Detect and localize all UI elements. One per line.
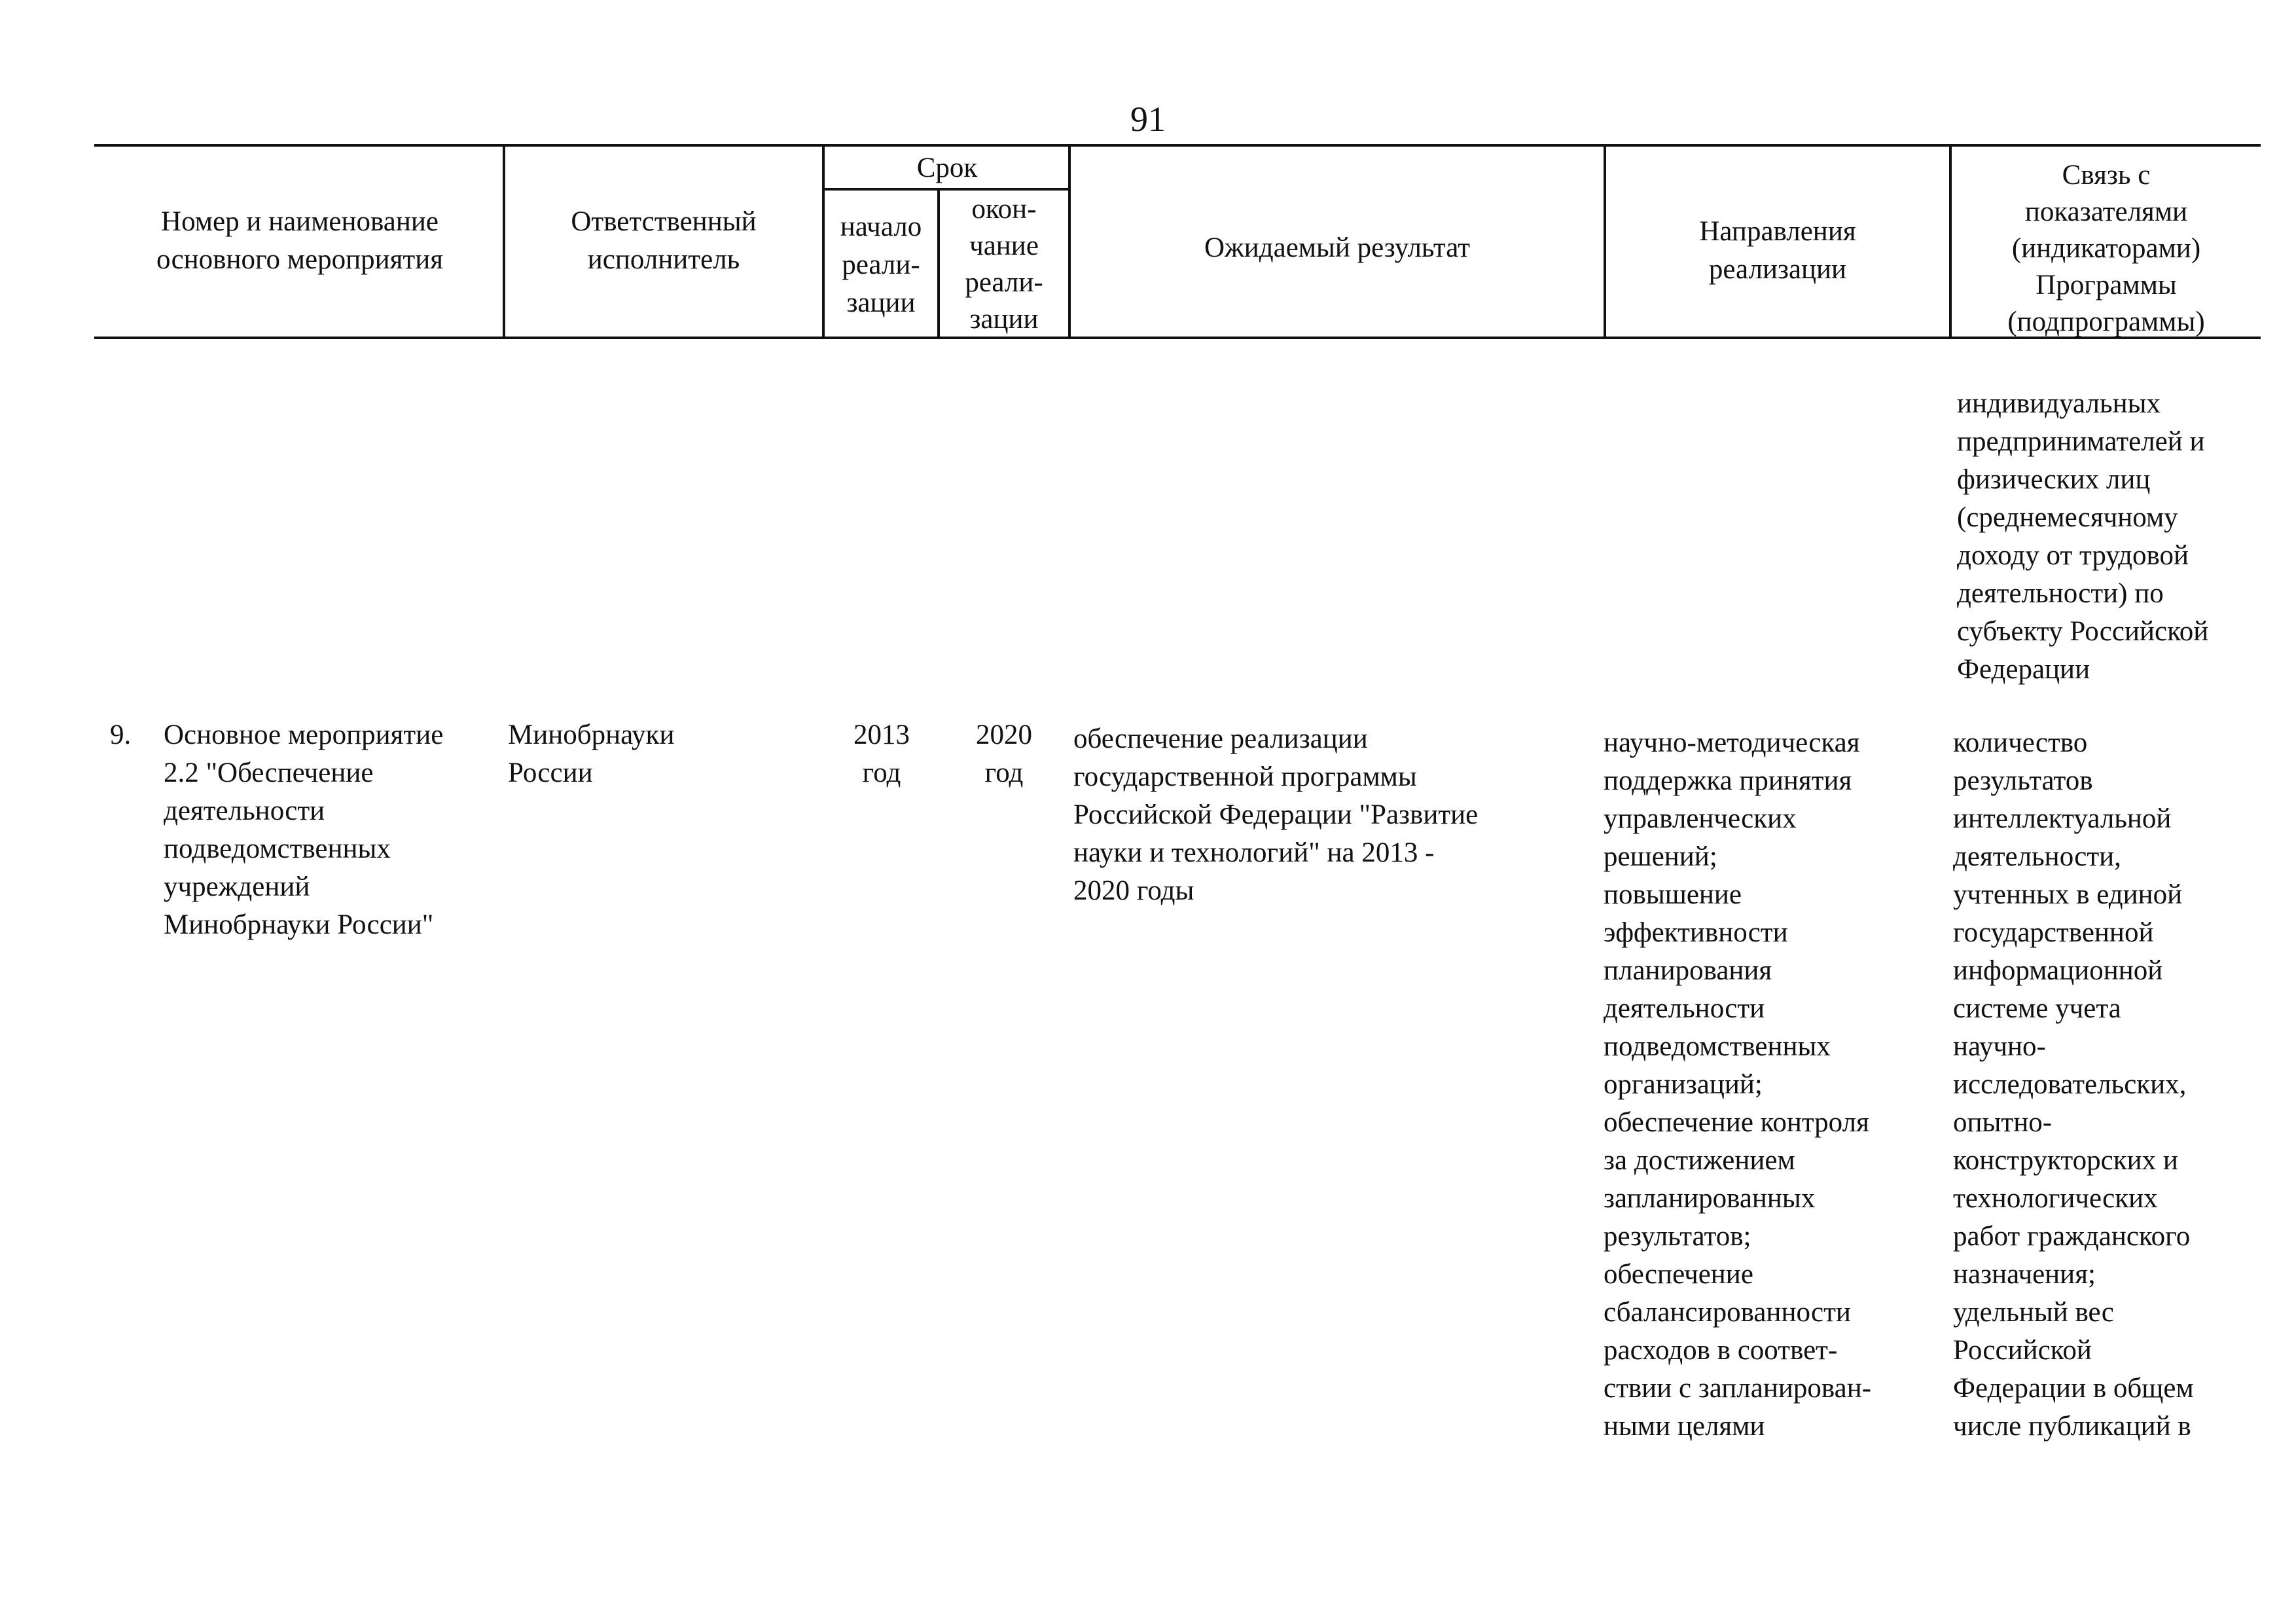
row-link: количество результатов интеллектуальной деятельности, учтенных в единой государственной информационной системе учета научно- исследовательских, опытно- конструкторских и технологических работ гражданского назначения; удельный вес Российской Федерации в общем числе публикаций в [1953,727,2194,1442]
term-underline-rule [823,188,1069,191]
header-term-cell: Срок [916,153,978,183]
row-number: 9. [110,720,132,750]
row-name: Основное мероприятие 2.2 "Обеспечение деятельности подведомственных учреждений Минобрнауки России" [164,720,444,940]
header-end-cell: окон- чание реали- зации [965,194,1043,335]
row-result: обеспечение реализации государственной программы Российской Федерации "Развитие науки и технологий" на 2013 - 2020 годы [1073,723,1479,906]
header-bottom-rule [94,337,2261,339]
page-number: 91 [1130,100,1166,139]
row-start: 2013 год [853,720,910,788]
header-executor-cell: Ответственный исполнитель [571,206,757,275]
header-directions-cell: Направления реализации [1699,216,1856,285]
row-end: 2020 год [976,720,1032,788]
continuation-link-text: индивидуальных предпринимателей и физических лиц (среднемесячному доходу от трудовой деятельности) по субъекту Российской Федерации [1957,388,2209,685]
header-start-cell: начало реали- зации [840,211,922,318]
row-directions: научно-методическая поддержка принятия управленческих решений; повышение эффективности планирования деятельности подведомственных организаций; обеспечение контроля за достижением запланированных результатов; обеспечение сбалансированности расходов в соответ- ствии с запланирован- ными целями [1604,727,1872,1442]
header-top-rule [94,144,2261,147]
row-executor: Минобрнауки России [508,720,675,788]
header-result-cell: Ожидаемый результат [1204,232,1470,263]
header-name-cell: Номер и наименование основного мероприятия [156,206,443,275]
header-link-cell: Связь с показателями (индикаторами) Программы (подпрограммы) [2007,160,2205,337]
